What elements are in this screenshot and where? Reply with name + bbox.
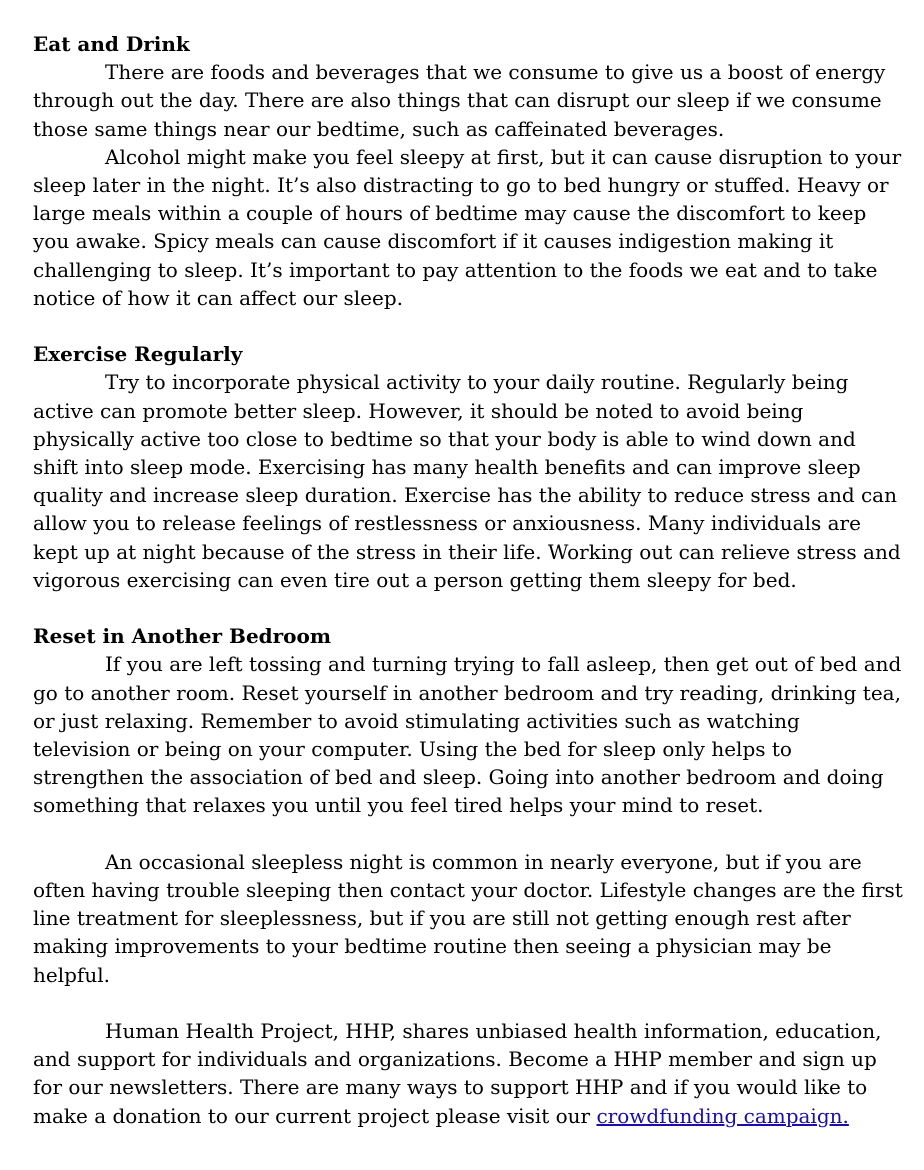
section-heading: Eat and Drink [33,32,190,56]
section-eat-and-drink [33,30,903,312]
section-paragraph: Try to incorporate physical activity to your daily routine. Regularly being active can promote better sleep. However, it should be noted to avoid being physically active too close to bedtime so that your body is able to wind down and shift into sleep mode. Exercising has many health benefits and can improve sleep quality and increase sleep duration. Exercise has the ability to reduce stress and can allow you to release feelings of restlessness or anxiousness. Many individuals are kept up at night because of the stress in their life. Working out can relieve stress and vigorous exercising can even tire out a person getting them sleepy for bed. [33,370,901,592]
spacer [33,989,903,1017]
document-page [33,30,903,1130]
spacer [33,820,903,848]
section-paragraph: Alcohol might make you feel sleepy at first, but it can cause disruption to your sleep later in the night. It’s also distracting to go to bed hungry or stuffed. Heavy or large meals within a couple of hours of bedtime may cause the discomfort to keep you awake. Spicy meals can cause discomfort if it causes indigestion making it challenging to sleep. It’s important to pay attention to the foods we eat and to take notice of how it can affect our sleep. [33,144,902,310]
section-heading: Exercise Regularly [33,342,243,367]
section-reset-in-another-bedroom [33,622,903,819]
spacer [33,594,903,622]
section-heading: Reset in Another Bedroom [33,624,332,649]
crowdfunding-campaign-link[interactable]: crowdfunding campaign. [596,1103,849,1128]
section-paragraph: If you are left tossing and turning trying to fall asleep, then get out of bed and go to another room. Reset yourself in another bedroom and try reading, drinking tea, or just relaxing. Remember to avoid stimulating activities such as watching television or being on your computer. Using the bed for sleep only helps to strengthen the association of bed and sleep. Going into another bedroom and doing something that relaxes you until you feel tired helps your mind to reset. [33,652,902,818]
about-paragraph [33,1017,903,1130]
spacer [33,312,903,340]
conclusion-paragraph: An occasional sleepless night is common in nearly everyone, but if you are often having trouble sleeping then contact your doctor. Lifestyle changes are the first line treatment for sleeplessness, but if you are still not getting enough rest after making improvements to your bedtime routine then seeing a physician may be helpful. [33,849,903,987]
section-paragraph: There are foods and beverages that we consume to give us a boost of energy through out the day. There are also things that can disrupt our sleep if we consume those same things near our bedtime, such as caffeinated beverages. [33,60,886,141]
section-exercise-regularly [33,340,903,594]
about-text: Human Health Project, HHP, shares unbiased health information, education, and support for individuals and organizations. Become a HHP member and sign up for our newsletters. There are many ways to support HHP and if you would like to make a donation to our current project please visit our [33,1019,882,1128]
